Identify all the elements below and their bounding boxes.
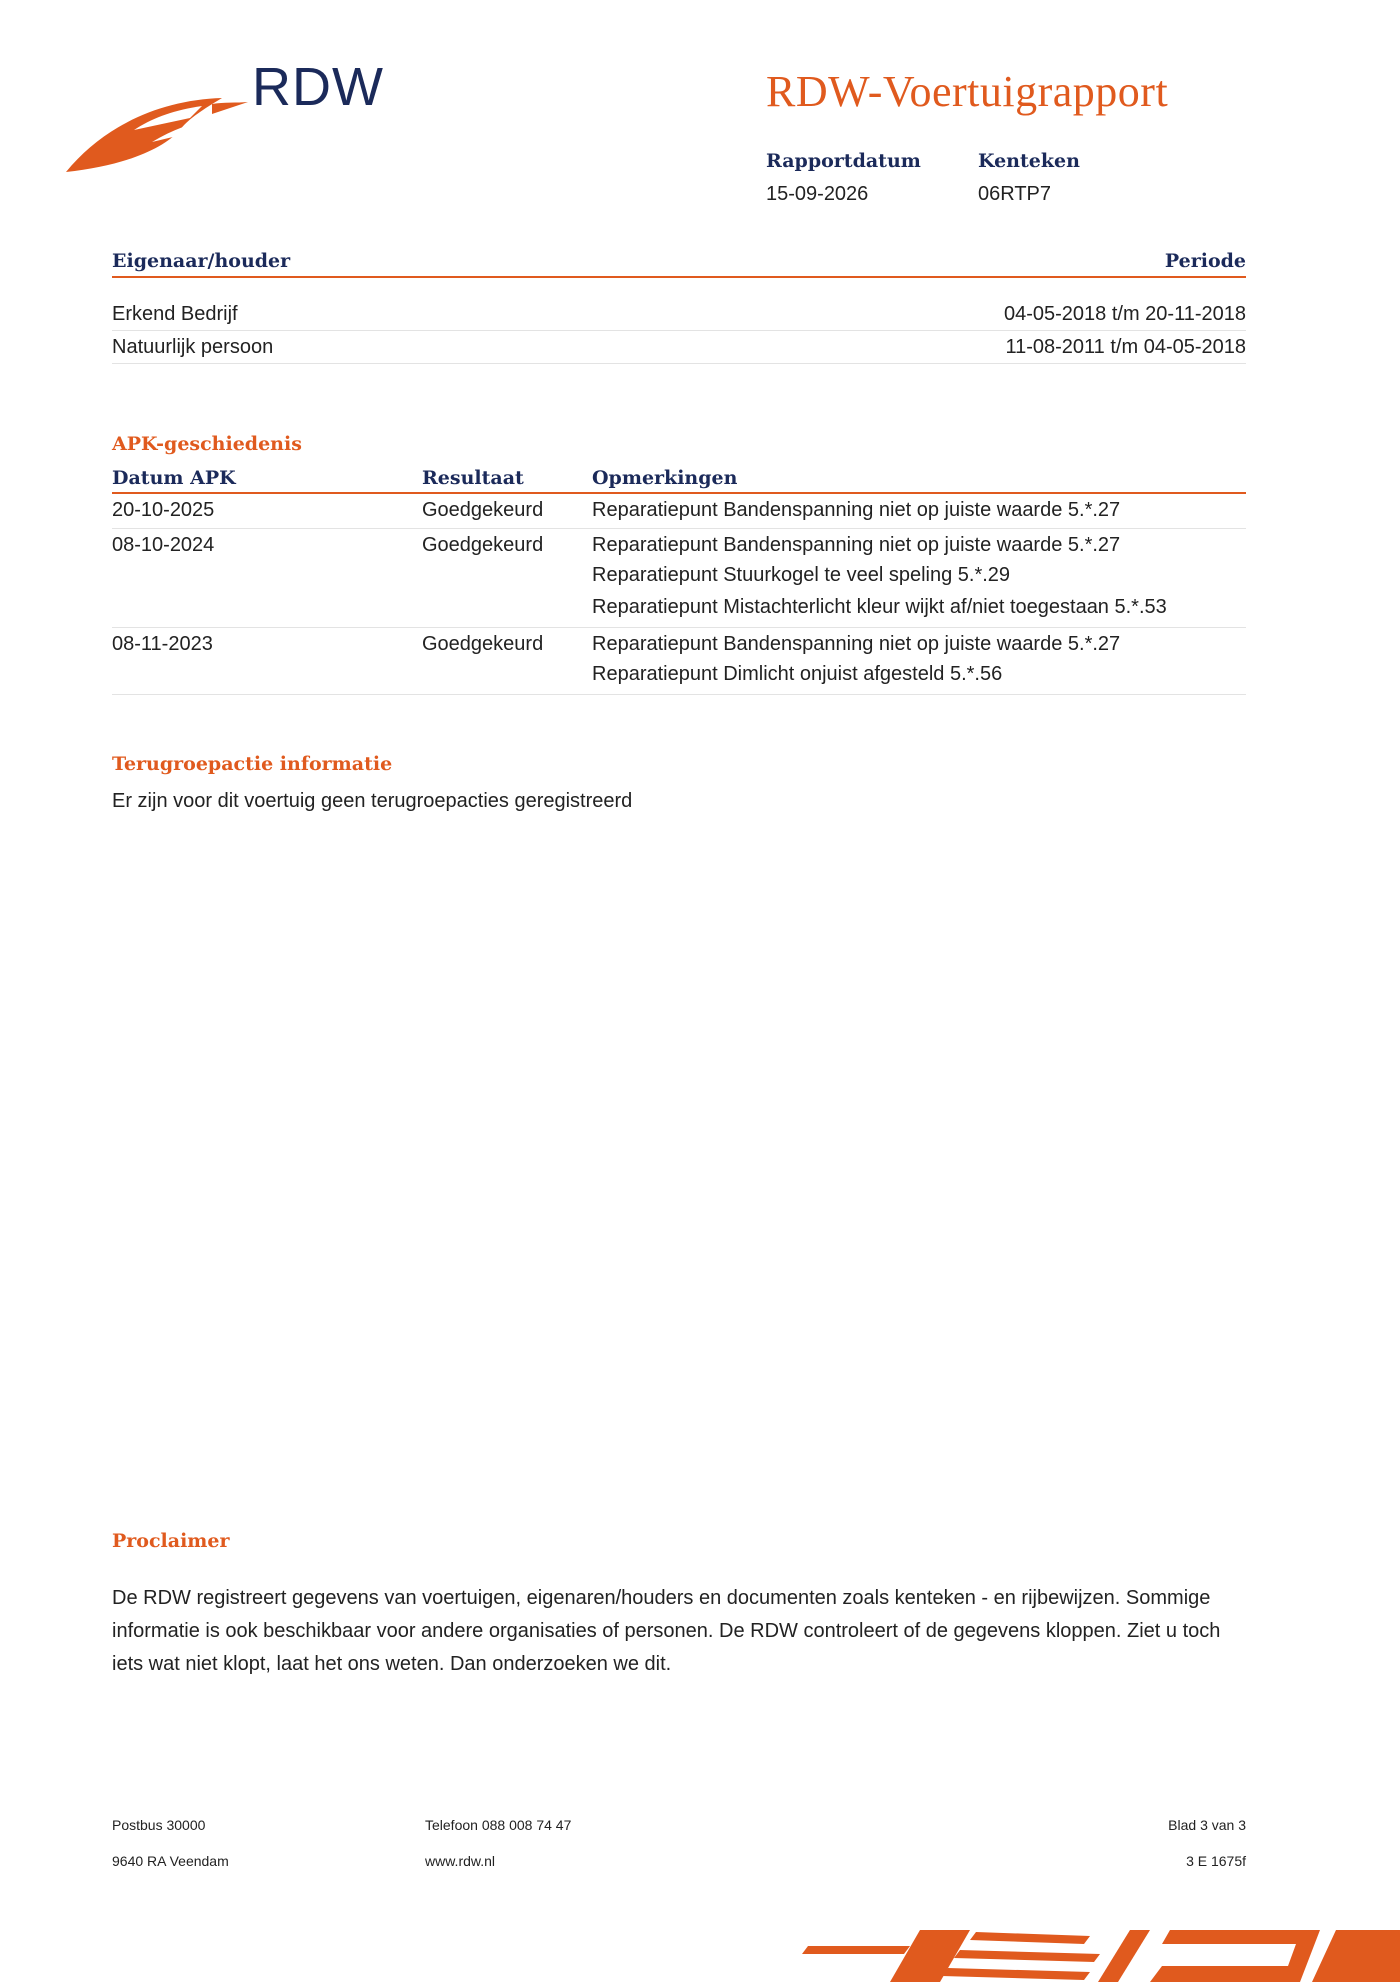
period-column-header: Periode xyxy=(1164,250,1246,272)
apk-remarks-column-header: Opmerkingen xyxy=(592,467,738,489)
owner-name: Erkend Bedrijf xyxy=(112,302,238,325)
apk-remark: Reparatiepunt Bandenspanning niet op juiste waarde 5.*.27 xyxy=(592,534,1121,556)
apk-remark: Reparatiepunt Mistachterlicht kleur wijkt af/niet toegestaan 5.*.53 xyxy=(592,596,1167,618)
plate-label: Kenteken xyxy=(978,150,1080,172)
apk-row xyxy=(112,494,1246,529)
owner-row xyxy=(112,298,1246,331)
apk-result: Goedgekeurd xyxy=(422,499,544,521)
recall-section-title: Terugroepactie informatie xyxy=(112,753,393,775)
footer-page: Blad 3 van 3 xyxy=(1168,1817,1246,1833)
report-date-value: 15-09-2026 xyxy=(766,183,869,205)
apk-date: 08-11-2023 xyxy=(112,633,213,655)
owner-name: Natuurlijk persoon xyxy=(112,335,274,358)
owner-column-header: Eigenaar/houder xyxy=(112,250,291,272)
apk-date: 20-10-2025 xyxy=(112,499,215,521)
footer-city: 9640 RA Veendam xyxy=(112,1853,229,1869)
recall-text: Er zijn voor dit voertuig geen terugroepacties geregistreerd xyxy=(112,790,633,812)
apk-result-column-header: Resultaat xyxy=(422,467,524,489)
apk-row xyxy=(112,529,1246,628)
proclaimer-text: De RDW registreert gegevens van voertuigen, eigenaren/houders en documenten zoals kenteken - en rijbewijzen. Sommige informatie is ook beschikbaar voor andere organisaties of personen. De RDW controleert of de gegevens kloppen. Ziet u toch iets wat niet klopt, laat het ons weten. Dan onderzoeken we dit. xyxy=(112,1587,1221,1675)
apk-remark: Reparatiepunt Dimlicht onjuist afgesteld 5.*.56 xyxy=(592,663,1003,685)
apk-remark: Reparatiepunt Bandenspanning niet op juiste waarde 5.*.27 xyxy=(592,499,1121,521)
apk-header xyxy=(112,464,1246,494)
report-title: RDW-Voertuigrapport xyxy=(766,67,1169,116)
footer-stripes-icon xyxy=(800,1926,1400,1982)
owners-header xyxy=(112,242,1246,278)
apk-remark: Reparatiepunt Bandenspanning niet op juiste waarde 5.*.27 xyxy=(592,633,1121,655)
logo-text: RDW xyxy=(252,57,384,117)
plate-value: 06RTP7 xyxy=(978,183,1052,205)
owners-table xyxy=(112,242,1246,364)
apk-result: Goedgekeurd xyxy=(422,633,544,655)
owner-row xyxy=(112,331,1246,364)
footer-code: 3 E 1675f xyxy=(1186,1853,1246,1869)
proclaimer-title: Proclaimer xyxy=(112,1530,230,1552)
footer-phone: Telefoon 088 008 74 47 xyxy=(425,1817,572,1833)
apk-row xyxy=(112,628,1246,695)
footer-postbus: Postbus 30000 xyxy=(112,1817,206,1833)
apk-date-column-header: Datum APK xyxy=(112,467,236,489)
apk-result: Goedgekeurd xyxy=(422,534,544,556)
apk-table xyxy=(112,464,1246,695)
apk-date: 08-10-2024 xyxy=(112,534,215,556)
apk-section-title: APK-geschiedenis xyxy=(112,433,302,455)
owner-period: 11-08-2011 t/m 04-05-2018 xyxy=(1005,335,1246,358)
report-date-label: Rapportdatum xyxy=(766,150,921,172)
apk-remark: Reparatiepunt Stuurkogel te veel speling 5.*.29 xyxy=(592,564,1011,586)
footer-web: www.rdw.nl xyxy=(425,1853,496,1869)
owner-period: 04-05-2018 t/m 20-11-2018 xyxy=(1003,302,1246,325)
